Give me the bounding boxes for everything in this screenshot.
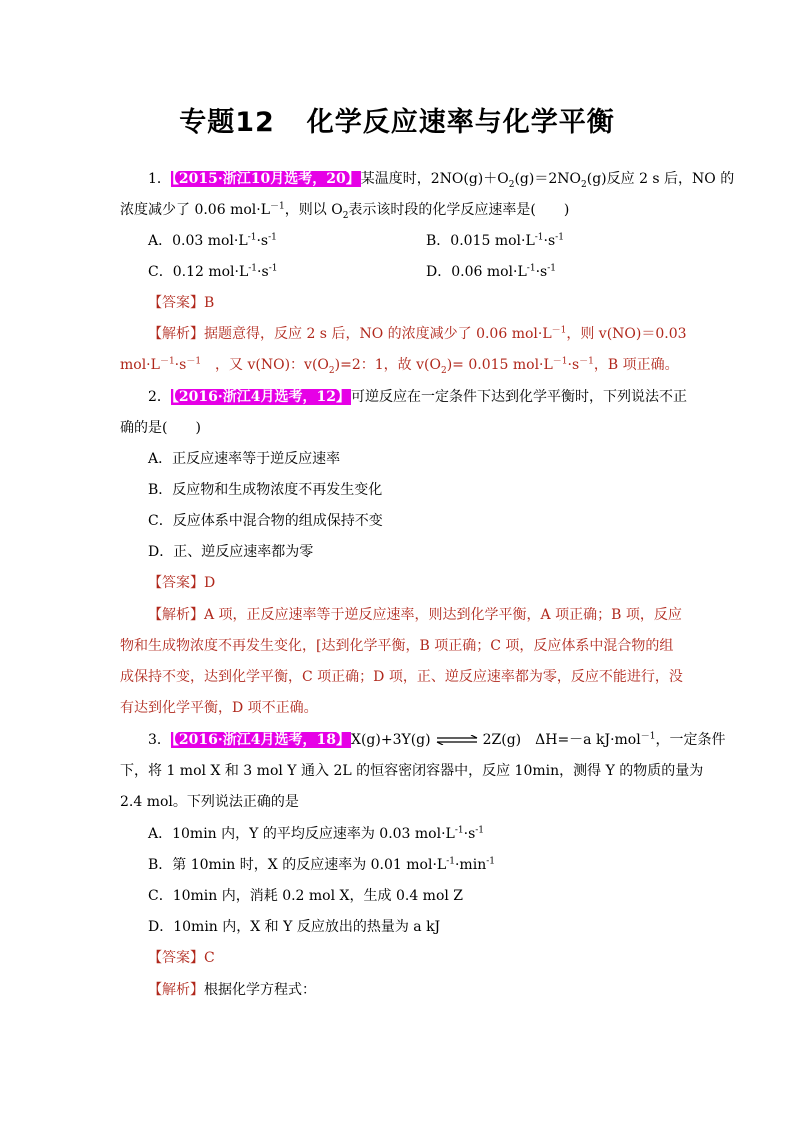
option-text: A．正反应速率等于逆反应速率 (148, 451, 341, 467)
analysis-label: 【解析】 (148, 982, 204, 998)
q1-stem-part: 表示该时段的化学反应速率是( ) (348, 202, 570, 218)
q3-stem-line2 (120, 762, 703, 780)
q3-stem-line3 (120, 793, 299, 811)
superscript: －1 (270, 201, 285, 212)
page-title (0, 100, 794, 139)
q1-analysis-line1 (148, 325, 687, 343)
q1-option-a (148, 232, 277, 250)
q3-stem-part: 下，将 1 mol X 和 3 mol Y 通入 2L 的恒容密闭容器中，反应 10min，测得 Y 的物质的量为 (120, 763, 704, 779)
superscript: -1 (526, 263, 536, 274)
superscript: -1 (555, 232, 564, 243)
unit-text: ·s (463, 826, 476, 842)
answer-label: 【答案】 (148, 575, 204, 591)
superscript: -1 (248, 263, 258, 274)
answer-value: C (204, 950, 215, 966)
option-text: D．10min 内，X 和 Y 反应放出的热量为 a kJ (148, 919, 441, 935)
option-text: B．反应物和生成物浓度不再发生变化 (148, 482, 383, 498)
q3-option-a (148, 825, 484, 843)
subscript: 2 (342, 210, 349, 221)
q2-option-d (148, 543, 313, 561)
q1-stem-line2 (120, 201, 569, 219)
q2-analysis-line1 (148, 606, 682, 624)
superscript: －1 (159, 356, 175, 367)
superscript: －1 (552, 356, 568, 367)
unit-text: ·s (535, 264, 548, 280)
superscript: -1 (446, 856, 455, 867)
q3-stem-part: ，一定条件 (655, 732, 726, 748)
superscript: －1 (551, 325, 567, 336)
answer-value: D (204, 575, 216, 591)
q2-stem-line1 (148, 388, 687, 406)
option-text: C．10min 内，消耗 0.2 mol X，生成 0.4 mol Z (148, 888, 464, 904)
q2-option-c (148, 512, 383, 530)
q1-stem-part: ，则以 O (284, 202, 343, 218)
analysis-text: mol·L (120, 357, 160, 373)
analysis-label: 【解析】 (148, 326, 204, 342)
answer-value: B (204, 295, 215, 311)
superscript: -1 (268, 263, 278, 274)
unit-text: ·s (256, 233, 269, 249)
q2-option-a (148, 450, 340, 468)
q3-option-c (148, 887, 463, 905)
analysis-text: )=2：1，故 v(O (334, 357, 441, 373)
q3-source-tag: 【2016·浙江4月选考，18】 (171, 732, 350, 748)
option-text: D．正、逆反应速率都为零 (148, 544, 314, 560)
q3-option-b (148, 856, 495, 874)
subscript: 2 (440, 365, 447, 376)
option-text: C．0.12 mol·L (148, 264, 249, 280)
unit-text: ·s (543, 233, 556, 249)
option-text: A．0.03 mol·L (148, 233, 248, 249)
q3-stem-line1 (148, 731, 725, 749)
analysis-text: 根据化学方程式： (204, 982, 316, 998)
q2-number: 2． (148, 389, 171, 405)
q2-analysis-line3 (120, 668, 683, 686)
analysis-text: 有达到化学平衡，D 项不正确。 (120, 700, 318, 716)
q2-stem-part: 确的是( ) (120, 420, 201, 436)
superscript: －1 (579, 356, 594, 367)
analysis-text: )= 0.015 mol·L (446, 357, 553, 373)
q1-stem-part: 某温度时，2NO(g)＋O (360, 171, 509, 187)
q1-analysis-line2 (120, 356, 679, 374)
q1-number: 1． (148, 171, 171, 187)
subscript: 2 (581, 179, 587, 190)
answer-label: 【答案】 (148, 950, 204, 966)
unit-text: ·s (257, 264, 269, 280)
analysis-text: 据题意得，反应 2 s 后，NO 的浓度减少了 0.06 mol·L (204, 326, 552, 342)
q1-stem-line1 (148, 170, 734, 188)
q1-option-d (426, 263, 556, 281)
analysis-text: ，B 项正确。 (593, 357, 679, 373)
superscript: -1 (454, 825, 464, 836)
superscript: -1 (486, 856, 495, 867)
superscript: －1 (640, 731, 656, 742)
q2-answer (148, 574, 215, 592)
q1-stem-part: (g)反应 2 s 后，NO 的 (586, 171, 735, 187)
equation-right: 2Z(g) ΔH=－a kJ·mol (482, 732, 641, 748)
equilibrium-arrow-icon (435, 735, 479, 745)
option-text: B．第 10min 时，X 的反应速率为 0.01 mol·L (148, 857, 447, 873)
option-text: B．0.015 mol·L (426, 233, 535, 249)
analysis-label: 【解析】 (148, 607, 204, 623)
unit-text: ·min (454, 857, 487, 873)
analysis-text: A 项，正反应速率等于逆反应速率，则达到化学平衡，A 项正确；B 项，反应 (204, 607, 682, 623)
unit-text: ·s (567, 357, 580, 373)
q1-stem-part: 浓度减少了 0.06 mol·L (120, 202, 271, 218)
q3-number: 3． (148, 732, 171, 748)
analysis-text: ，则 v(NO)＝0.03 (566, 326, 687, 342)
subscript: 2 (508, 179, 515, 190)
q2-stem-part: 可逆反应在一定条件下达到化学平衡时，下列说法不正 (350, 389, 687, 405)
subscript: 2 (328, 365, 335, 376)
q2-analysis-line4 (120, 699, 318, 717)
analysis-text: 成保持不变，达到化学平衡，C 项正确；D 项，正、逆反应速率都为零，反应不能进行，没 (120, 669, 683, 685)
q3-stem-part: 2.4 mol。下列说法正确的是 (120, 794, 299, 810)
superscript: -1 (534, 232, 544, 243)
answer-label: 【答案】 (148, 295, 204, 311)
option-text: A．10min 内，Y 的平均反应速率为 0.03 mol·L (148, 826, 455, 842)
option-text: C．反应体系中混合物的组成保持不变 (148, 513, 383, 529)
analysis-text: 物和生成物浓度不再发生变化，[达到化学平衡，B 项正确；C 项，反应体系中混合物的组 (120, 638, 674, 654)
superscript: -1 (547, 263, 556, 274)
title-topic-name: 化学反应速率与化学平衡 (306, 107, 615, 138)
q1-option-b (426, 232, 564, 250)
q3-analysis-line1 (148, 981, 316, 999)
superscript: －1 (186, 356, 202, 367)
superscript: -1 (475, 825, 485, 836)
q2-option-b (148, 481, 382, 499)
q1-source-tag: 【2015·浙江10月选考，20】 (171, 171, 360, 187)
equation-left: X(g)+3Y(g) (350, 732, 431, 748)
q2-analysis-line2 (120, 637, 673, 655)
superscript: -1 (268, 232, 277, 243)
q2-source-tag: 【2016·浙江4月选考，12】 (171, 389, 350, 405)
analysis-text: ，又 v(NO)：v(O (201, 357, 329, 373)
superscript: -1 (247, 232, 257, 243)
q2-stem-line2 (120, 419, 201, 437)
q1-option-c (148, 263, 277, 281)
q1-stem-part: (g)＝2NO (514, 171, 581, 187)
q1-answer (148, 294, 214, 312)
title-topic-number: 专题12 (179, 107, 275, 138)
unit-text: ·s (174, 357, 187, 373)
option-text: D．0.06 mol·L (426, 264, 527, 280)
q3-option-d (148, 918, 440, 936)
q3-answer (148, 949, 215, 967)
